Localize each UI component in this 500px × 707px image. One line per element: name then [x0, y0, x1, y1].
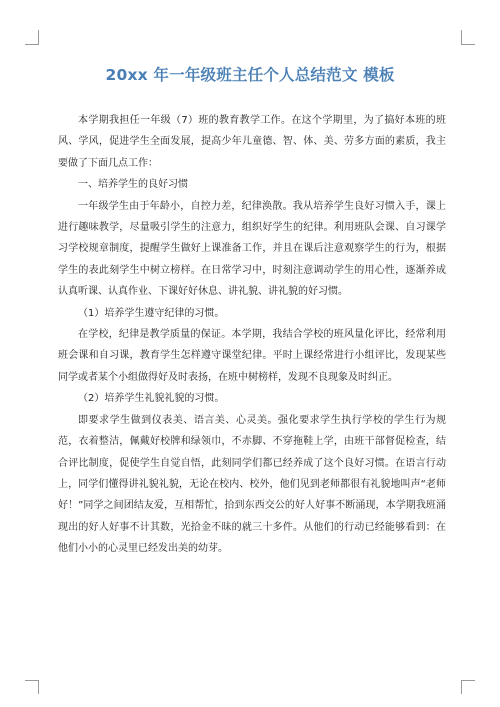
subsection-heading: （2）培养学生礼貌礼貌的习惯。	[78, 393, 225, 405]
crop-mark-top-right	[461, 44, 475, 45]
crop-mark-top-right	[461, 30, 462, 44]
crop-mark-top-left	[38, 30, 39, 44]
document-body	[58, 110, 446, 560]
crop-mark-bottom-right	[461, 680, 462, 694]
document-title: 20xx 年一年级班主任个人总结范文 模板	[105, 66, 395, 84]
paragraph: 一年级学生由于年龄小，自控力差，纪律涣散。我从培养学生良好习惯入手，课上进行趣味教学，尽量吸引学生的注意力，组织好学生的纪律。利用班队会课、自习课学习学校规章制度，提醒学生做好上课准备工作，并且在课后注意观察学生的行为，根据学生的表此刻学生中树立榜样。在日常学习中，时刻注意调动学生的用心性，逐渐养成认真听课、认真作业、下课好好休息、讲礼貌、讲礼貌的好习惯。	[58, 200, 446, 298]
crop-mark-bottom-left	[38, 680, 39, 694]
subsection-heading: （1）培养学生遵守纪律的习惯。	[78, 307, 225, 319]
crop-mark-top-left	[25, 44, 39, 45]
section-heading: 一、培养学生的良好习惯	[78, 179, 188, 191]
paragraph-intro: 本学期我担任一年级（7）班的教育教学工作。在这个学期里，为了搞好本班的班风、学风，促进学生全面发展，提高少年儿童德、智、体、美、劳多方面的素质，我主要做了下面几点工作：	[58, 115, 446, 169]
paragraph: 在学校，纪律是教学质量的保证。本学期，我结合学校的班风量化评比，经常利用班会课和自习课，教育学生怎样遵守课堂纪律。平时上课经常进行小组评比，发现某些同学或者某个小组做得好及时表扬，在班中树榜样，发现不良现象及时纠正。	[58, 329, 446, 383]
crop-mark-bottom-right	[461, 680, 475, 681]
paragraph: 即要求学生做到仪表美、语言美、心灵美。强化要求学生执行学校的学生行为规范，衣着整洁，佩戴好校牌和绿领巾，不赤脚、不穿拖鞋上学，由班干部督促检查，结合评比制度，促使学生自觉自悟，此刻同学们都已经养成了这个良好习惯。在语言行动上，同学们懂得讲礼貌礼貌，无论在校内、校外，他们见到老师都很有礼貌地叫声“老师好！”同学之间团结友爱，互相帮忙，拾到东西交公的好人好事不断涌现，本学期我班涌现出的好人好事不计其数，光拾金不昧的就三十多件。从他们的行动已经能够看到：在他们小小的心灵里已经发出美的幼芽。	[58, 414, 446, 555]
crop-mark-bottom-left	[25, 680, 39, 681]
